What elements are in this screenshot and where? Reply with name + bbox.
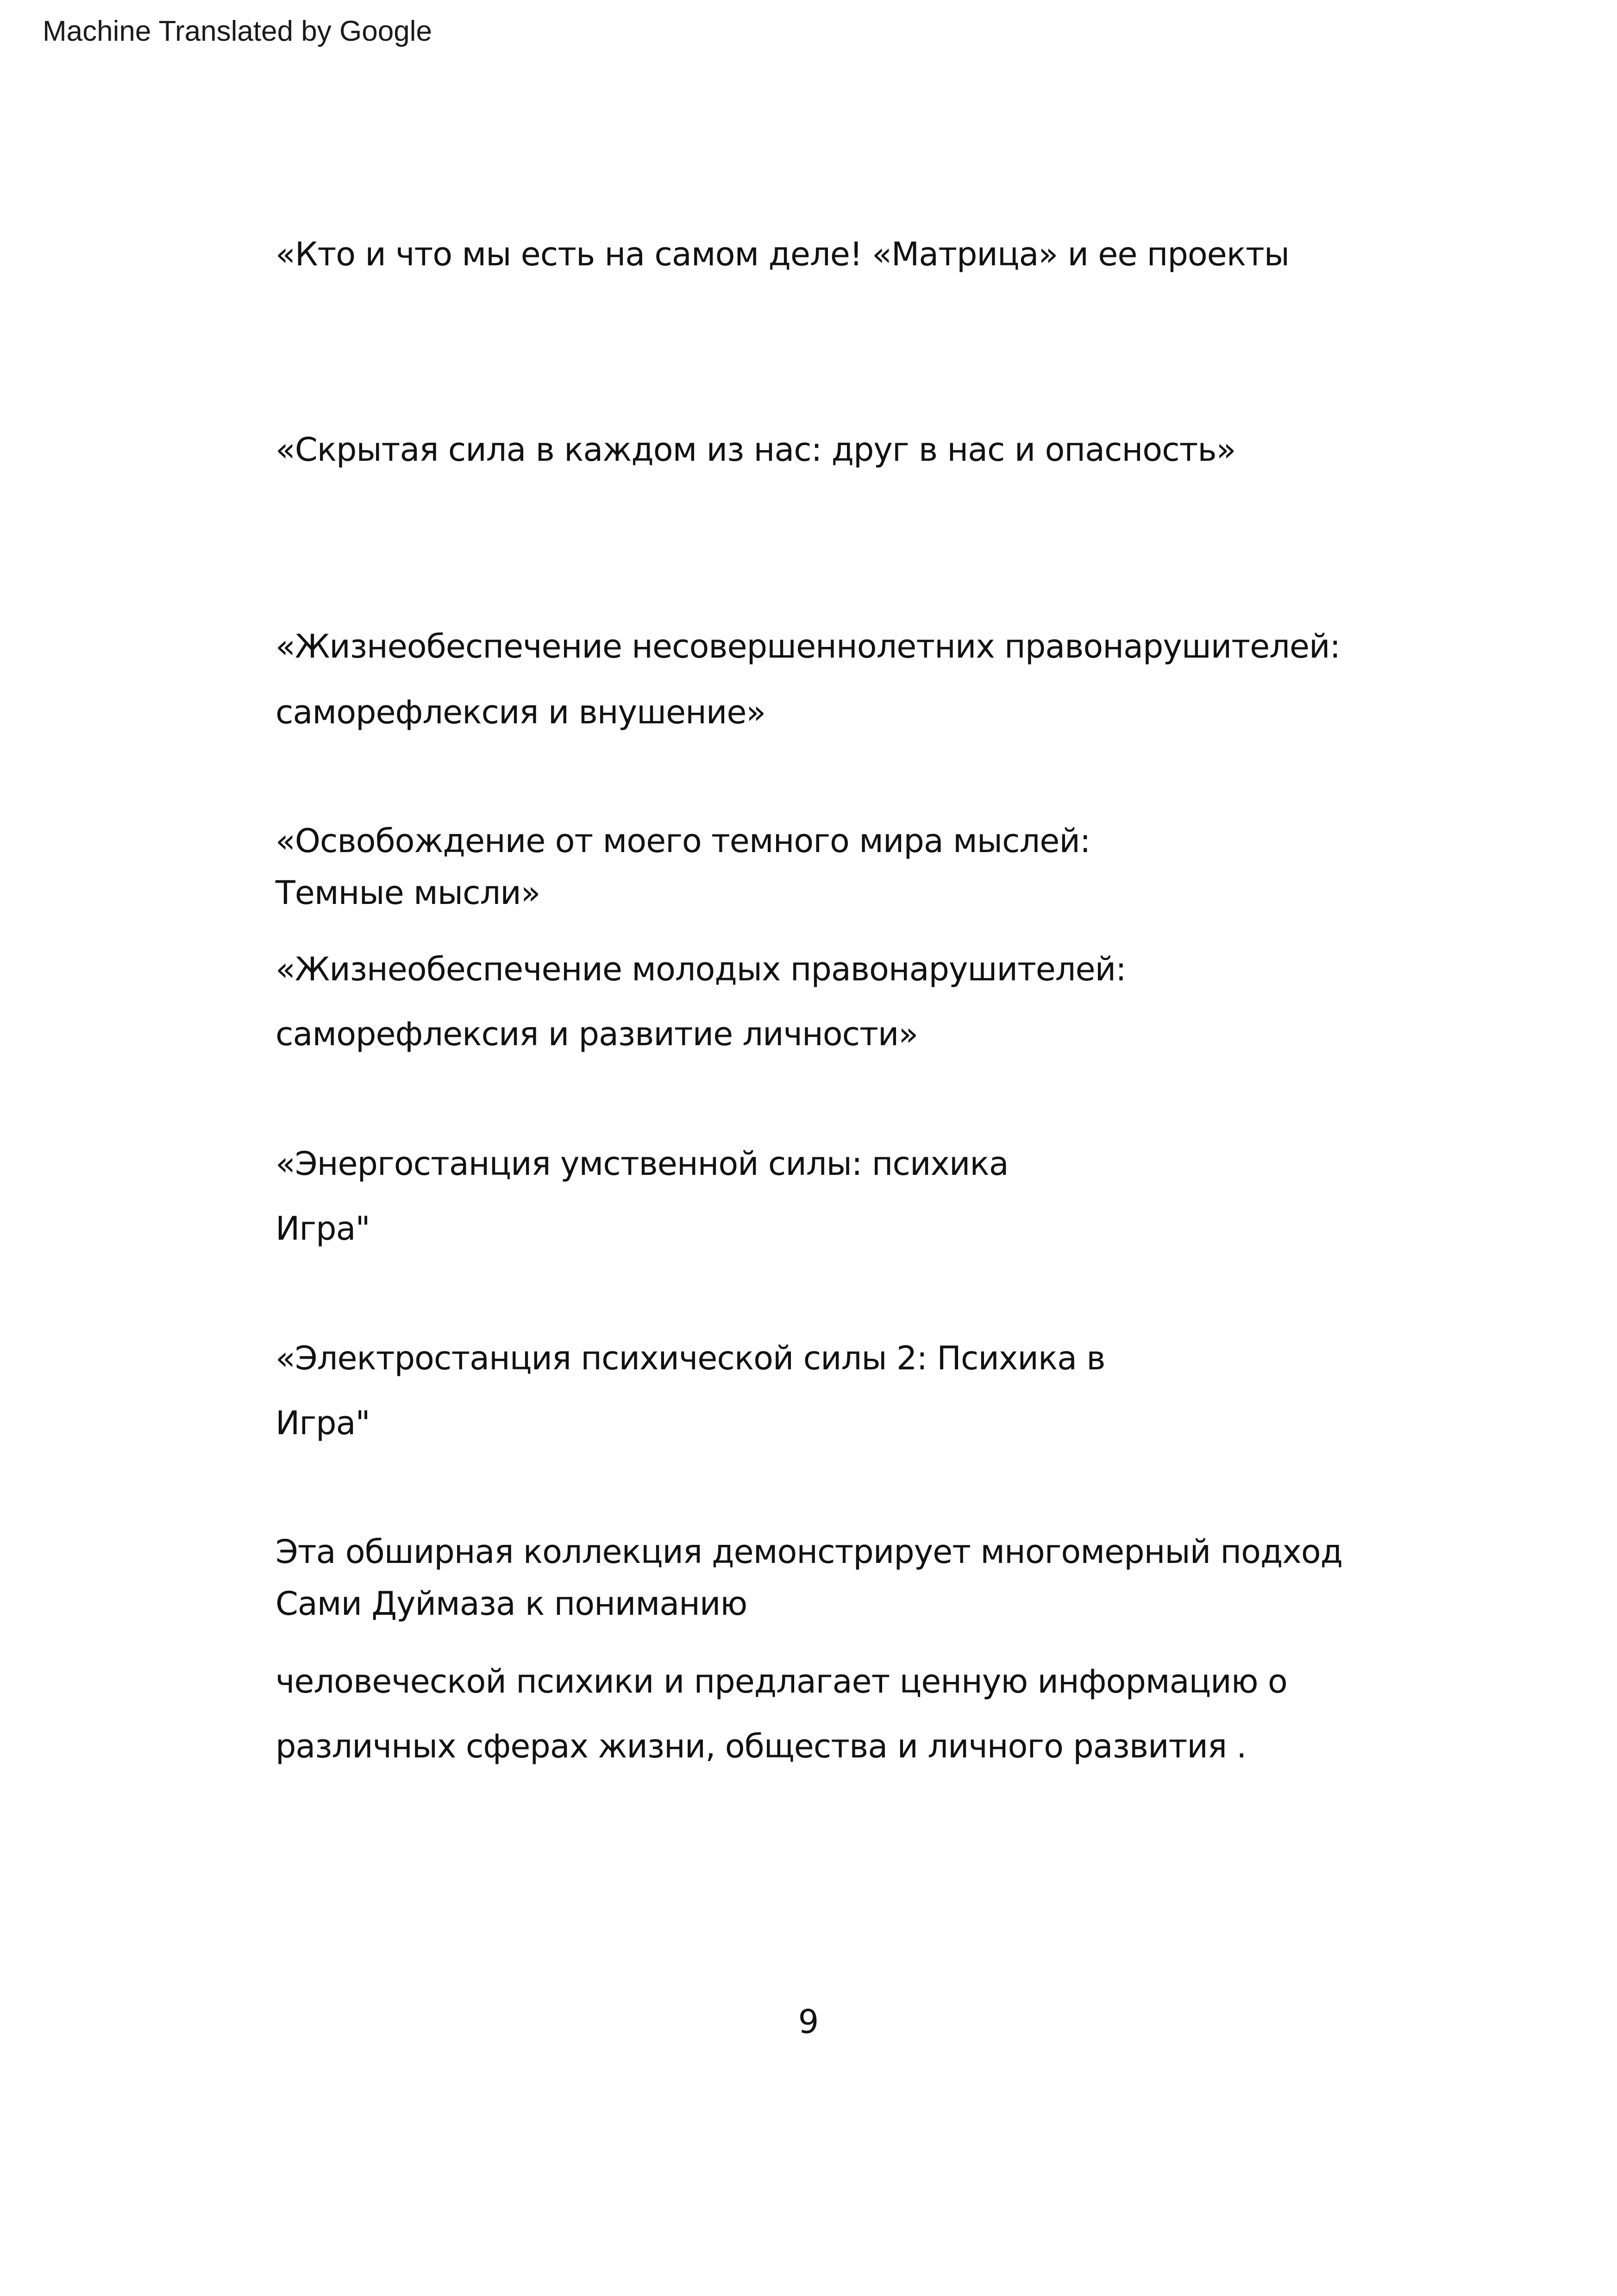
- page-number: 9: [798, 2003, 819, 2041]
- machine-translation-banner: Machine Translated by Google: [43, 15, 432, 47]
- summary-line-2: Сами Дуймаза к пониманию: [276, 1585, 747, 1623]
- title-line-4b: Темные мысли»: [276, 874, 540, 912]
- title-line-1: «Кто и что мы есть на самом деле! «Матрица» и ее проекты: [276, 235, 1290, 273]
- summary-line-1: Эта обширная коллекция демонстрирует многомерный подход: [276, 1533, 1342, 1571]
- title-line-3a: «Жизнеобеспечение несовершеннолетних правонарушителей:: [276, 627, 1341, 665]
- title-line-6b: Игра": [276, 1210, 370, 1248]
- title-line-5b: саморефлексия и развитие личности»: [276, 1015, 918, 1053]
- summary-line-4: различных сферах жизни, общества и личного развития .: [276, 1727, 1247, 1765]
- title-line-2: «Скрытая сила в каждом из нас: друг в нас и опасность»: [276, 431, 1236, 469]
- title-line-6a: «Энергостанция умственной силы: психика: [276, 1145, 1009, 1183]
- title-line-4a: «Освобождение от моего темного мира мыслей:: [276, 822, 1091, 860]
- title-line-7a: «Электростанция психической силы 2: Психика в: [276, 1339, 1105, 1377]
- title-line-3b: саморефлексия и внушение»: [276, 693, 766, 731]
- title-line-5a: «Жизнеобеспечение молодых правонарушителей:: [276, 950, 1126, 988]
- summary-line-3: человеческой психики и предлагает ценную информацию о: [276, 1662, 1287, 1700]
- title-line-7b: Игра": [276, 1404, 370, 1442]
